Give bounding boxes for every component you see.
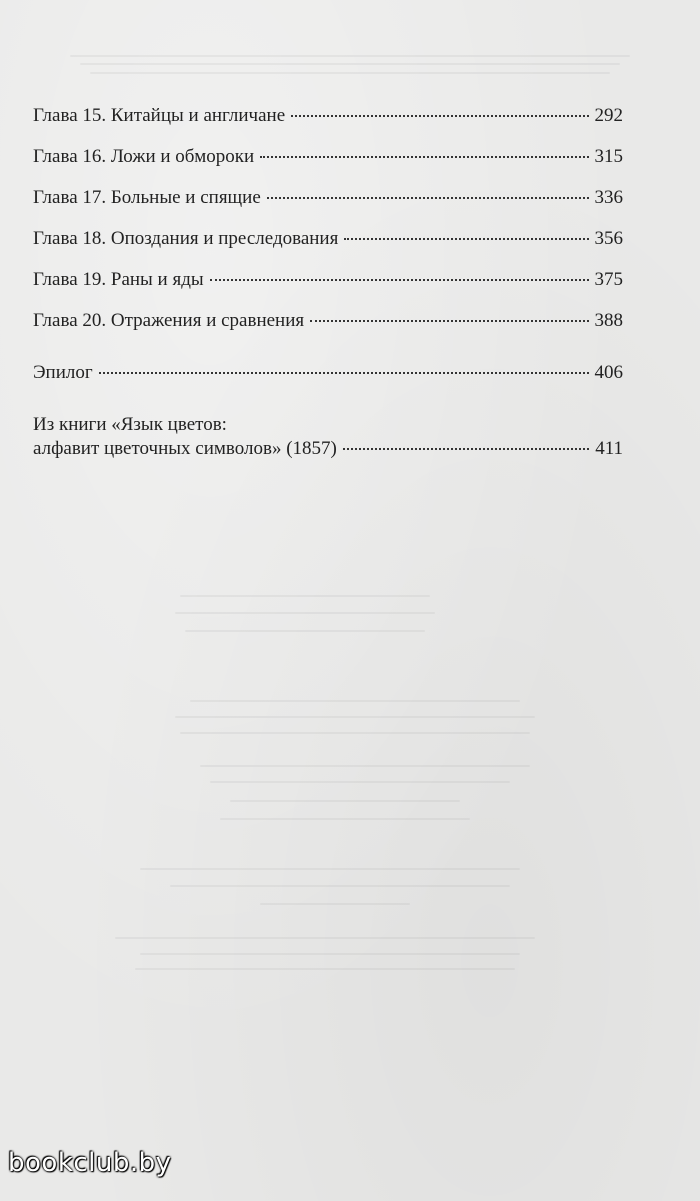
toc-entry-chapter-15 bbox=[33, 104, 623, 145]
toc-entry-page: 406 bbox=[594, 362, 623, 383]
toc-entry-title: Глава 19. Раны и яды bbox=[33, 269, 204, 290]
toc-entry-title: Глава 17. Больные и спящие bbox=[33, 187, 261, 208]
toc-entry-title: Глава 15. Китайцы и англичане bbox=[33, 105, 286, 126]
toc-entry-page: 292 bbox=[594, 105, 623, 126]
dot-leader bbox=[310, 320, 588, 322]
toc-entry-appendix-line2 bbox=[33, 437, 623, 478]
table-of-contents bbox=[33, 104, 623, 478]
dot-leader bbox=[343, 448, 589, 450]
dot-leader bbox=[99, 372, 589, 374]
toc-entry-page: 356 bbox=[594, 228, 623, 249]
toc-entry-chapter-16 bbox=[33, 145, 623, 186]
toc-entry-chapter-19 bbox=[33, 268, 623, 309]
toc-entry-title: Глава 18. Опоздания и преследования bbox=[33, 228, 339, 249]
toc-entry-title: Эпилог bbox=[33, 362, 93, 383]
dot-leader bbox=[210, 279, 589, 281]
toc-entry-page: 375 bbox=[594, 269, 623, 290]
toc-entry-title-line1: Из книги «Язык цветов: bbox=[33, 414, 227, 435]
toc-entry-title-line2: алфавит цветочных символов» (1857) bbox=[33, 438, 337, 459]
toc-entry-page: 336 bbox=[594, 187, 623, 208]
toc-entry-chapter-17 bbox=[33, 186, 623, 227]
toc-entry-chapter-20 bbox=[33, 309, 623, 350]
toc-entry-appendix bbox=[33, 413, 623, 478]
toc-entry-epilogue bbox=[33, 361, 623, 402]
toc-entry-page: 315 bbox=[594, 146, 623, 167]
site-watermark: bookclub.by bbox=[8, 1148, 172, 1178]
dot-leader bbox=[267, 197, 589, 199]
dot-leader bbox=[344, 238, 588, 240]
dot-leader bbox=[291, 115, 588, 117]
toc-entry-page: 411 bbox=[595, 438, 623, 459]
toc-entry-chapter-18 bbox=[33, 227, 623, 268]
toc-entry-title: Глава 16. Ложи и обмороки bbox=[33, 146, 255, 167]
toc-entry-title: Глава 20. Отражения и сравнения bbox=[33, 310, 305, 331]
toc-entry-page: 388 bbox=[594, 310, 623, 331]
dot-leader bbox=[260, 156, 588, 158]
